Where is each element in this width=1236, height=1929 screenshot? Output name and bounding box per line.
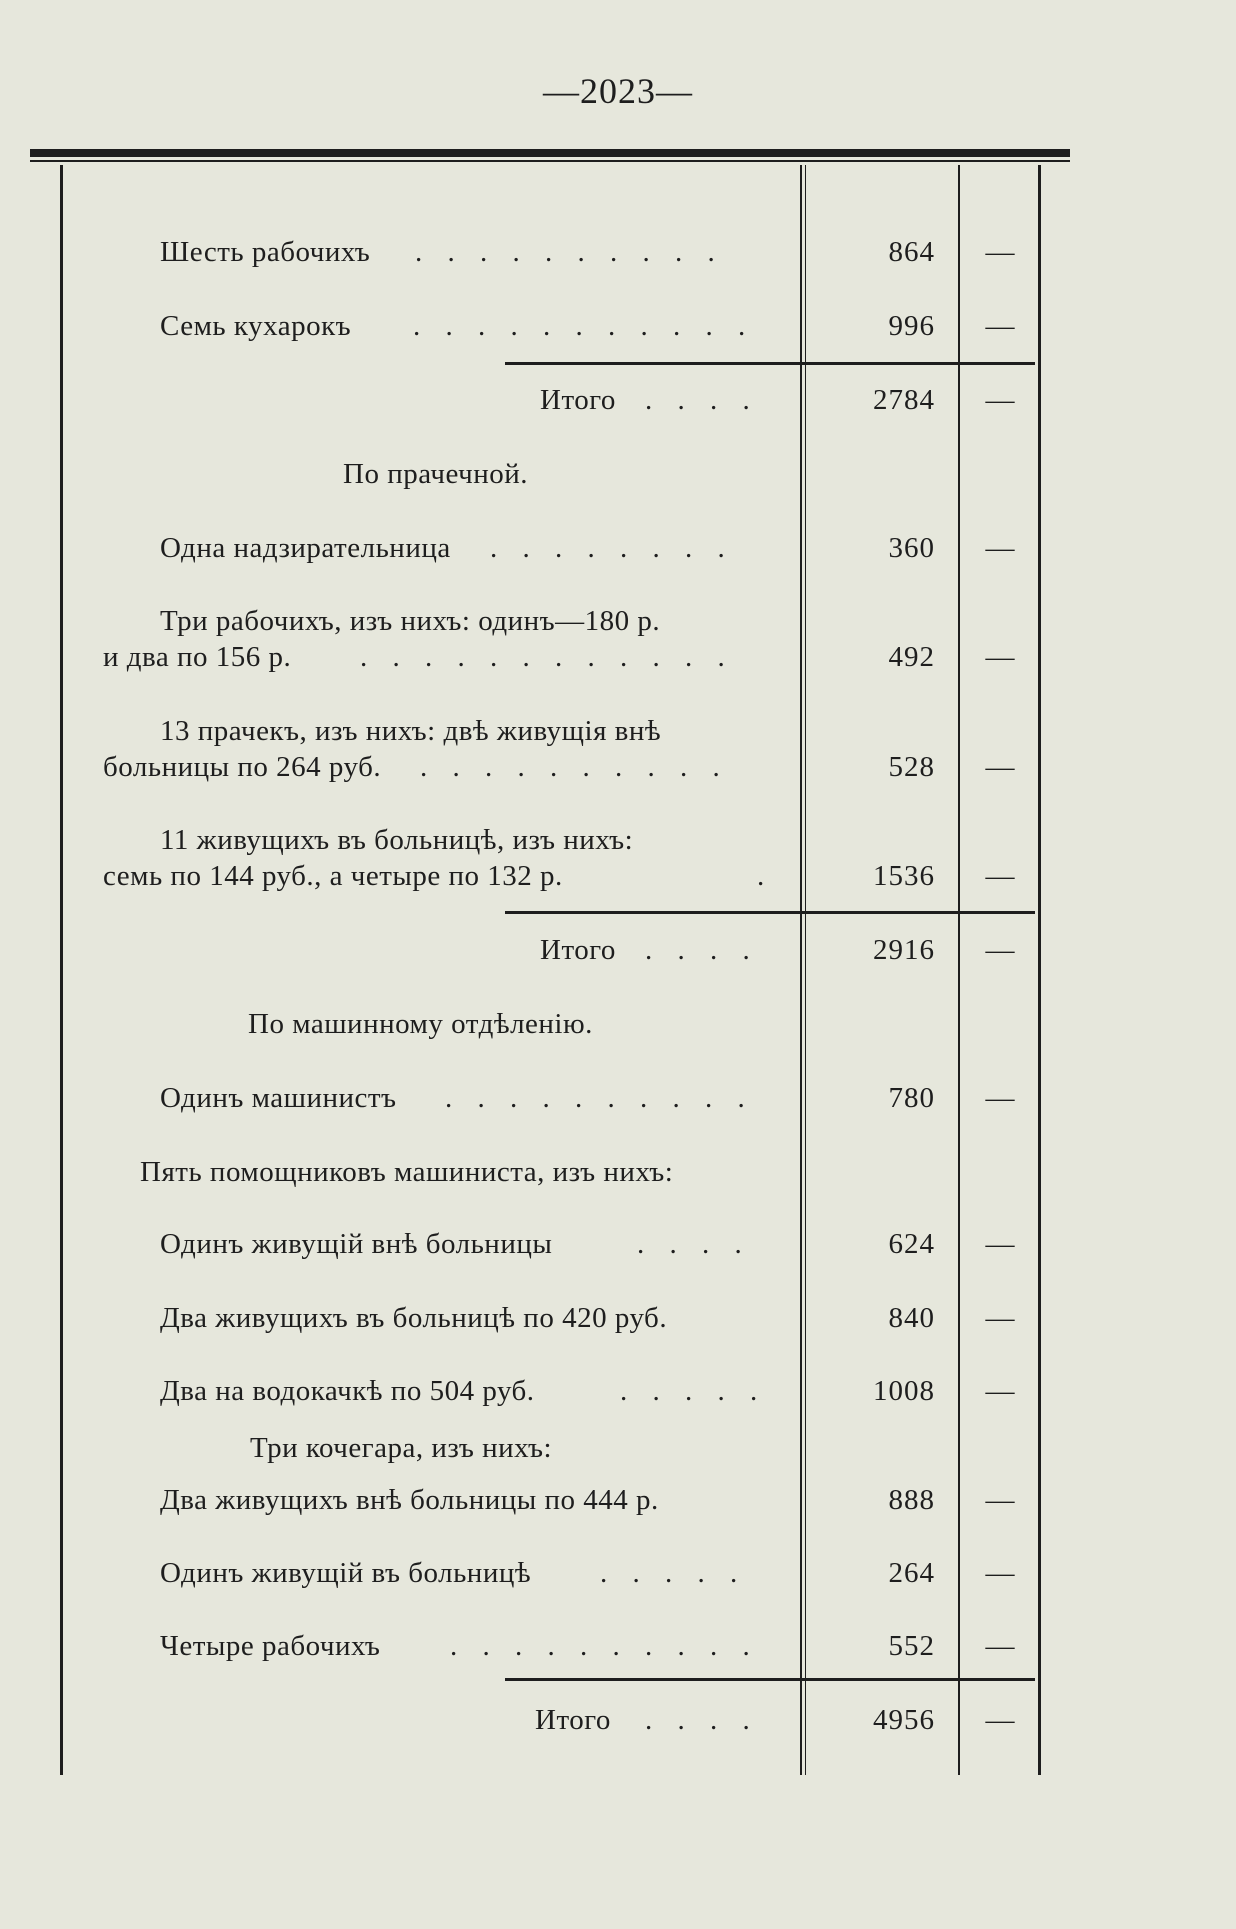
item-label: Семь кухарокъ [160, 310, 352, 342]
list-item [0, 532, 1236, 572]
item-dash: — [985, 310, 1015, 342]
item-value: 1536 [873, 860, 935, 892]
leader-dots: . [757, 860, 774, 892]
item-label-line2: семь по 144 руб., а четыре по 132 р. [103, 860, 563, 892]
top-rule-thin [30, 160, 1070, 162]
item-value: 780 [888, 1082, 935, 1114]
total-value: 4956 [873, 1704, 935, 1736]
leader-dots: . . . . . . . . . . [420, 751, 729, 783]
total-label: Итого [535, 1704, 611, 1736]
item-value: 996 [888, 310, 935, 342]
leader-dots: . . . . . . . . . . [450, 1630, 759, 1662]
item-label-line1: Три рабочихъ, изъ нихъ: одинъ—180 р. [160, 605, 661, 637]
list-item [0, 1375, 1236, 1415]
item-value: 360 [888, 532, 935, 564]
leader-dots: . . . . . . . . . . [415, 236, 724, 268]
item-label: Два живущихъ внѣ больницы по 444 р. [160, 1484, 659, 1516]
subheading: Пять помощниковъ машиниста, изъ нихъ: [140, 1156, 674, 1188]
item-label-line2: больницы по 264 руб. [103, 751, 382, 783]
item-value: 528 [888, 751, 935, 783]
leader-dots: . . . . [645, 1704, 759, 1736]
list-item [0, 1082, 1236, 1122]
item-value: 492 [888, 641, 935, 673]
list-item [0, 1302, 1236, 1342]
leader-dots: . . . . . . . . [490, 532, 734, 564]
item-value: 624 [888, 1228, 935, 1260]
item-dash: — [985, 1082, 1015, 1114]
item-dash: — [985, 1375, 1015, 1407]
total-row [0, 1704, 1236, 1744]
total-value: 2916 [873, 934, 935, 966]
item-label: Четыре рабочихъ [160, 1630, 381, 1662]
leader-dots: . . . . [645, 384, 759, 416]
item-dash: — [985, 236, 1015, 268]
section-title: По прачечной. [343, 458, 529, 490]
item-label: Шесть рабочихъ [160, 236, 371, 268]
total-label: Итого [540, 934, 616, 966]
item-label: Два живущихъ въ больницѣ по 420 руб. [160, 1302, 668, 1334]
item-label-line2: и два по 156 р. [103, 641, 292, 673]
list-item [0, 715, 1236, 795]
total-label: Итого [540, 384, 616, 416]
section-title: По машинному отдѣленію. [248, 1008, 593, 1040]
item-label: Два на водокачкѣ по 504 руб. [160, 1375, 535, 1407]
item-value: 264 [888, 1557, 935, 1589]
subtotal-rule-2 [505, 911, 1035, 914]
list-item [0, 1228, 1236, 1268]
item-dash: — [985, 1704, 1015, 1736]
leader-dots: . . . . [637, 1228, 751, 1260]
item-dash: — [985, 1557, 1015, 1589]
list-item [0, 605, 1236, 685]
item-value: 552 [888, 1630, 935, 1662]
leader-dots: . . . . [645, 934, 759, 966]
total-value: 2784 [873, 384, 935, 416]
item-dash: — [985, 1630, 1015, 1662]
leader-dots: . . . . . . . . . . . [413, 310, 755, 342]
item-dash: — [985, 934, 1015, 966]
item-label: Одинъ живущій въ больницѣ [160, 1557, 532, 1589]
list-item [0, 1484, 1236, 1524]
subheading: Три кочегара, изъ нихъ: [250, 1432, 553, 1464]
total-row [0, 934, 1236, 974]
list-item [0, 1630, 1236, 1670]
item-label: Одинъ машинистъ [160, 1082, 397, 1114]
item-dash: — [985, 1302, 1015, 1334]
list-item [0, 824, 1236, 904]
leader-dots: . . . . . [620, 1375, 767, 1407]
item-value: 888 [888, 1484, 935, 1516]
item-dash: — [985, 641, 1015, 673]
top-rule-thick [30, 149, 1070, 157]
list-item [0, 236, 1236, 276]
list-item [0, 1557, 1236, 1597]
item-dash: — [985, 532, 1015, 564]
item-dash: — [985, 1228, 1015, 1260]
item-value: 864 [888, 236, 935, 268]
item-dash: — [985, 751, 1015, 783]
item-dash: — [985, 860, 1015, 892]
page-number: —2023— [543, 71, 693, 111]
item-label-line1: 11 живущихъ въ больницѣ, изъ нихъ: [160, 824, 634, 856]
subtotal-rule-1 [505, 362, 1035, 365]
leader-dots: . . . . . [600, 1557, 747, 1589]
item-label: Одна надзирательница [160, 532, 451, 564]
total-row [0, 384, 1236, 424]
item-label-line1: 13 прачекъ, изъ нихъ: двѣ живущія внѣ [160, 715, 662, 747]
list-item [0, 310, 1236, 350]
item-value: 1008 [873, 1375, 935, 1407]
subtotal-rule-3 [505, 1678, 1035, 1681]
item-label: Одинъ живущій внѣ больницы [160, 1228, 553, 1260]
item-dash: — [985, 1484, 1015, 1516]
item-dash: — [985, 384, 1015, 416]
leader-dots: . . . . . . . . . . . . [360, 641, 734, 673]
item-value: 840 [888, 1302, 935, 1334]
leader-dots: . . . . . . . . . . [445, 1082, 754, 1114]
